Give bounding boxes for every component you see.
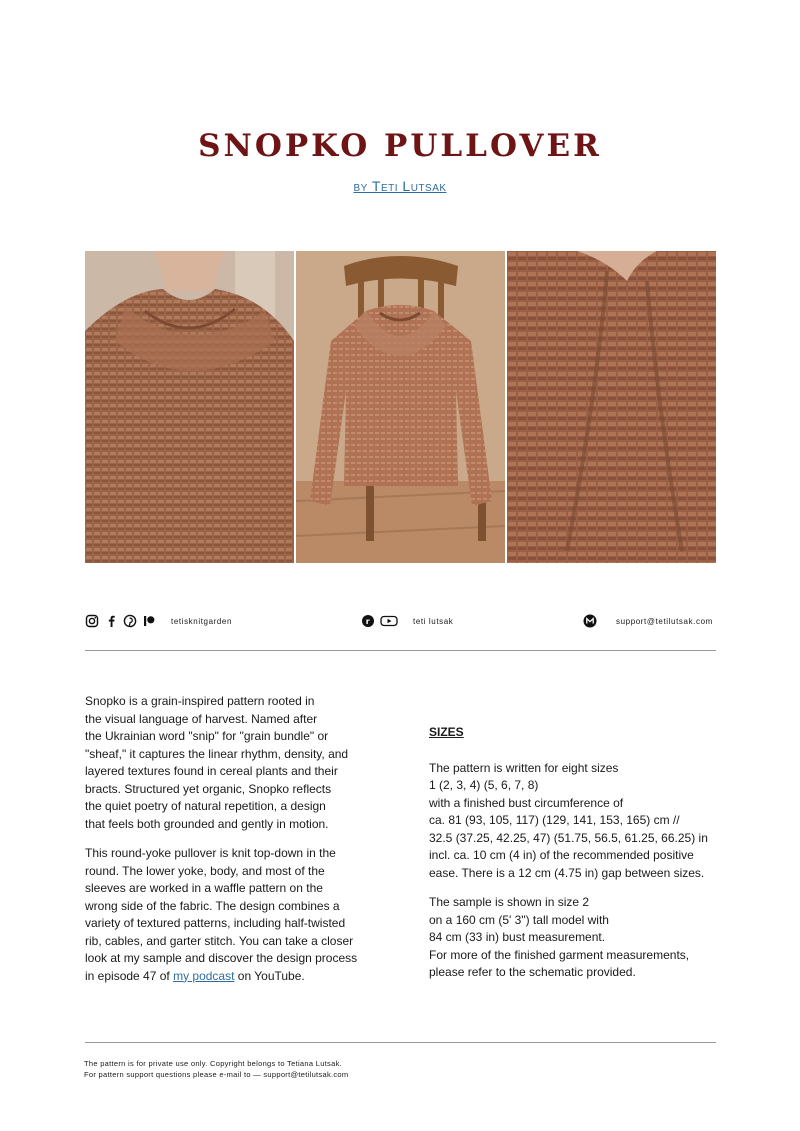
photo-strip — [85, 251, 716, 563]
header-divider — [85, 650, 716, 651]
sizes-section — [429, 724, 729, 994]
footer — [84, 1058, 348, 1080]
facebook-icon[interactable] — [104, 614, 118, 628]
mail-icon[interactable] — [583, 614, 597, 628]
podcast-link[interactable]: my podcast — [173, 968, 235, 983]
page-title: SNOPKO PULLOVER — [198, 128, 602, 164]
sweater-on-chair-photo — [296, 251, 505, 563]
footer-divider — [85, 1042, 716, 1043]
intro-paragraph-2: This round-yoke pullover is knit top-down in the round. The lower yoke, body, and most of the sleeves are worked in a waffle pattern on the wrong side of the fabric. The design combines a variety of textured patterns, including half-twisted rib, cables, and garter stitch. You can take a closer look at my sample and discover the design process in episode 47 of my podcast on YouTube. — [85, 846, 358, 983]
sleeve-detail-photo — [507, 251, 716, 563]
social-group-email — [583, 612, 713, 630]
footer-support: For pattern support questions please e-mail to — support@tetilutsak.com — [84, 1070, 349, 1079]
pinterest-icon[interactable] — [123, 614, 137, 628]
social-group-tetilutsak — [361, 612, 453, 630]
designer-link[interactable]: by Teti Lutsak — [353, 178, 447, 194]
social-handle-knitgarden[interactable]: tetisknitgarden — [171, 616, 233, 626]
svg-text:r: r — [365, 617, 371, 626]
sizes-paragraph-1: The pattern is written for eight sizes 1 (2, 3, 4) (5, 6, 7, 8) with a finished bust circumference of ca. 81 (93, 105, 117) (129, 141, 153, 165) cm // 32.5 (37.25, 42.25, 47) (51.75, 56.5, 61.25, 66.25) in incl. ca. 10 cm (4 in) of the recommended positive ease. There is a 12 cm (4.75 in) gap between sizes. — [429, 760, 708, 880]
sizes-paragraph-2: The sample is shown in size 2 on a 160 cm (5' 3") tall model with 84 cm (33 in) bust measurement. For more of the finished garment measurements, please refer to the schematic provided. — [429, 895, 690, 979]
model-front-photo — [85, 251, 294, 563]
youtube-icon[interactable] — [380, 614, 398, 628]
patreon-icon[interactable] — [142, 614, 156, 628]
instagram-icon[interactable] — [85, 614, 99, 628]
footer-copyright: The pattern is for private use only. Copyright belongs to Tetiana Lutsak. — [84, 1059, 343, 1068]
intro-text — [85, 693, 385, 997]
sizes-heading: SIZES — [429, 725, 464, 739]
social-group-knitgarden — [85, 612, 232, 630]
social-bar — [85, 612, 716, 630]
intro-paragraph-1: Snopko is a grain-inspired pattern rooted in the visual language of harvest. Named after the Ukrainian word "snip" for "grain bundle" or "sheaf," it captures the linear rhythm, density, and layered textures found in cereal plants and their bracts. Structured yet organic, Snopko reflects the quiet poetry of natural repetition, a design that feels both grounded and gently in motion. — [85, 694, 349, 831]
social-handle-tetilutsak[interactable]: teti lutsak — [413, 616, 454, 626]
support-email[interactable]: support@tetilutsak.com — [616, 616, 713, 626]
ravelry-icon[interactable] — [361, 614, 375, 628]
